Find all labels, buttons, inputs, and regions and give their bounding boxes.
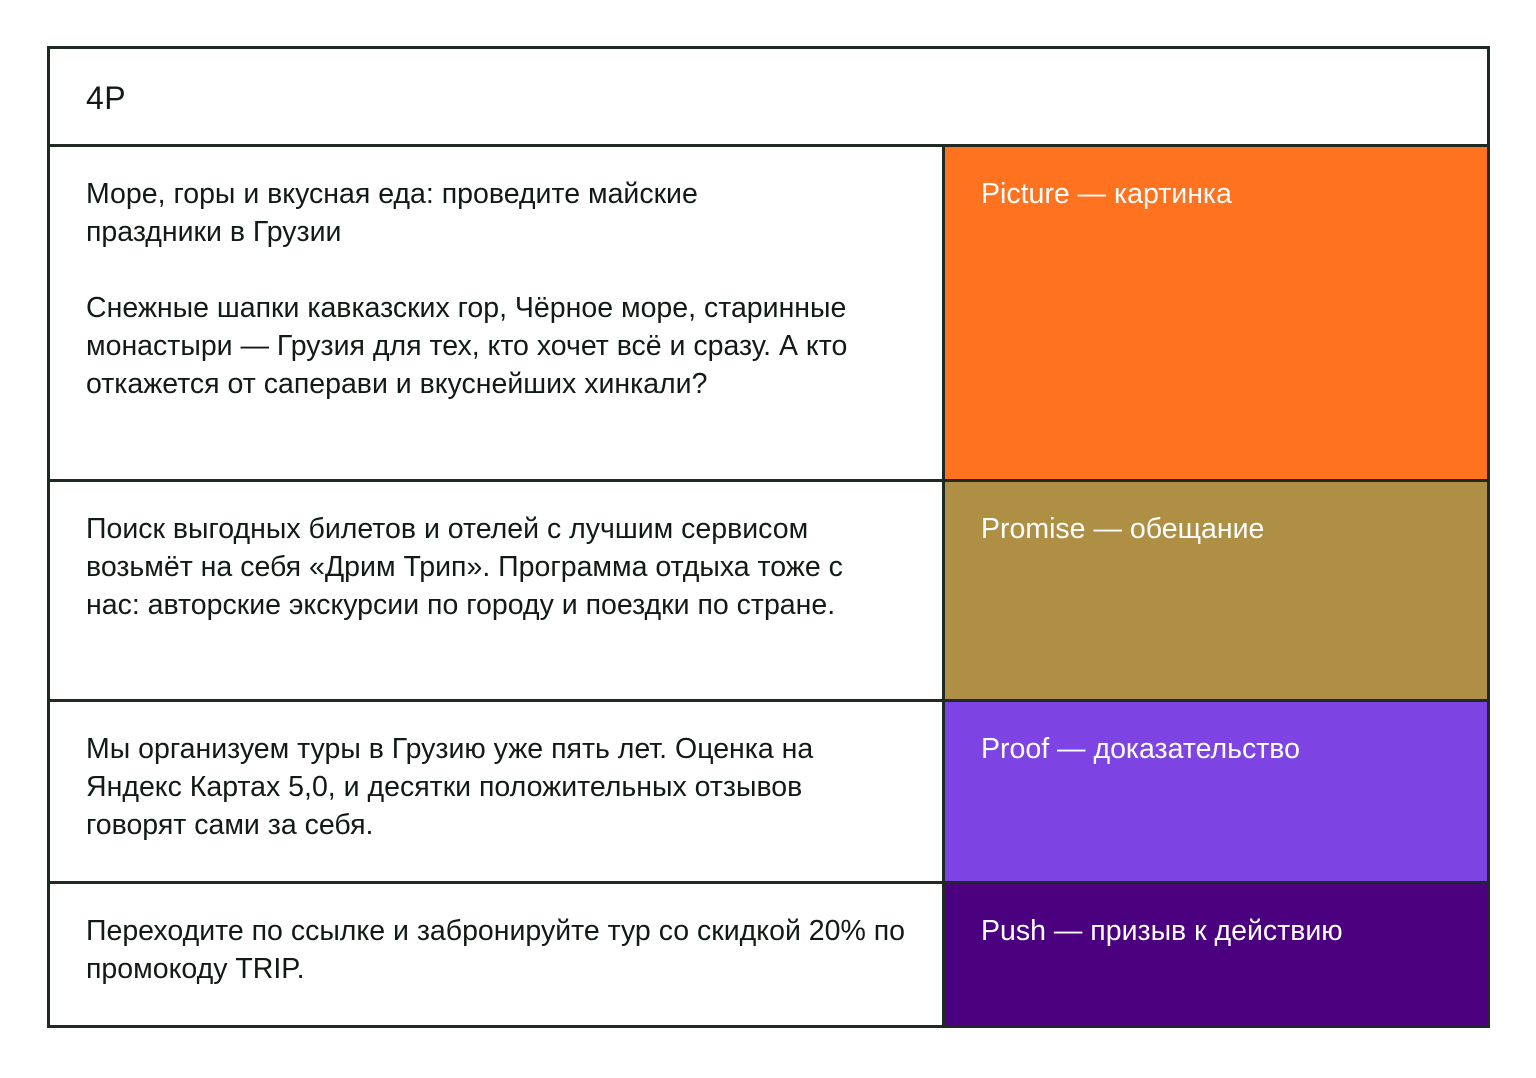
row-proof-label: Proof — доказательство: [945, 702, 1487, 881]
row-picture: [50, 147, 1487, 482]
row-proof: [50, 702, 1487, 884]
row-proof-body: Мы организуем туры в Грузию уже пять лет. Оценка на Яндекс Картах 5,0, и десятки положительных отзывов говорят сами за себя.: [86, 733, 814, 841]
row-picture-body: Снежные шапки кавказских гор, Чёрное море, старинные монастыри — Грузия для тех, кто хочет всё и сразу. А кто откажется от саперави и вкуснейших хинкали?: [86, 292, 848, 400]
row-picture-label: Picture — картинка: [945, 147, 1487, 479]
four-p-table: [47, 46, 1490, 1028]
row-proof-text: [50, 702, 945, 881]
table-header: [50, 49, 1487, 147]
table-title: 4P: [86, 80, 127, 116]
row-push: [50, 884, 1487, 1025]
row-promise-text: [50, 482, 945, 699]
row-promise-body: Поиск выгодных билетов и отелей с лучшим сервисом возьмёт на себя «Дрим Трип». Программа отдыха тоже с нас: авторские экскурсии по городу и поездки по стране.: [86, 513, 843, 621]
row-push-text: [50, 884, 945, 1025]
row-picture-text: [50, 147, 945, 479]
row-picture-headline: Море, горы и вкусная еда: проведите майские праздники в Грузии: [86, 178, 698, 248]
row-push-label: Push — призыв к действию: [945, 884, 1487, 1025]
row-promise-label: Promise — обещание: [945, 482, 1487, 699]
row-push-body: Переходите по ссылке и забронируйте тур со скидкой 20% по промокоду TRIP.: [86, 915, 906, 985]
row-promise: [50, 482, 1487, 702]
